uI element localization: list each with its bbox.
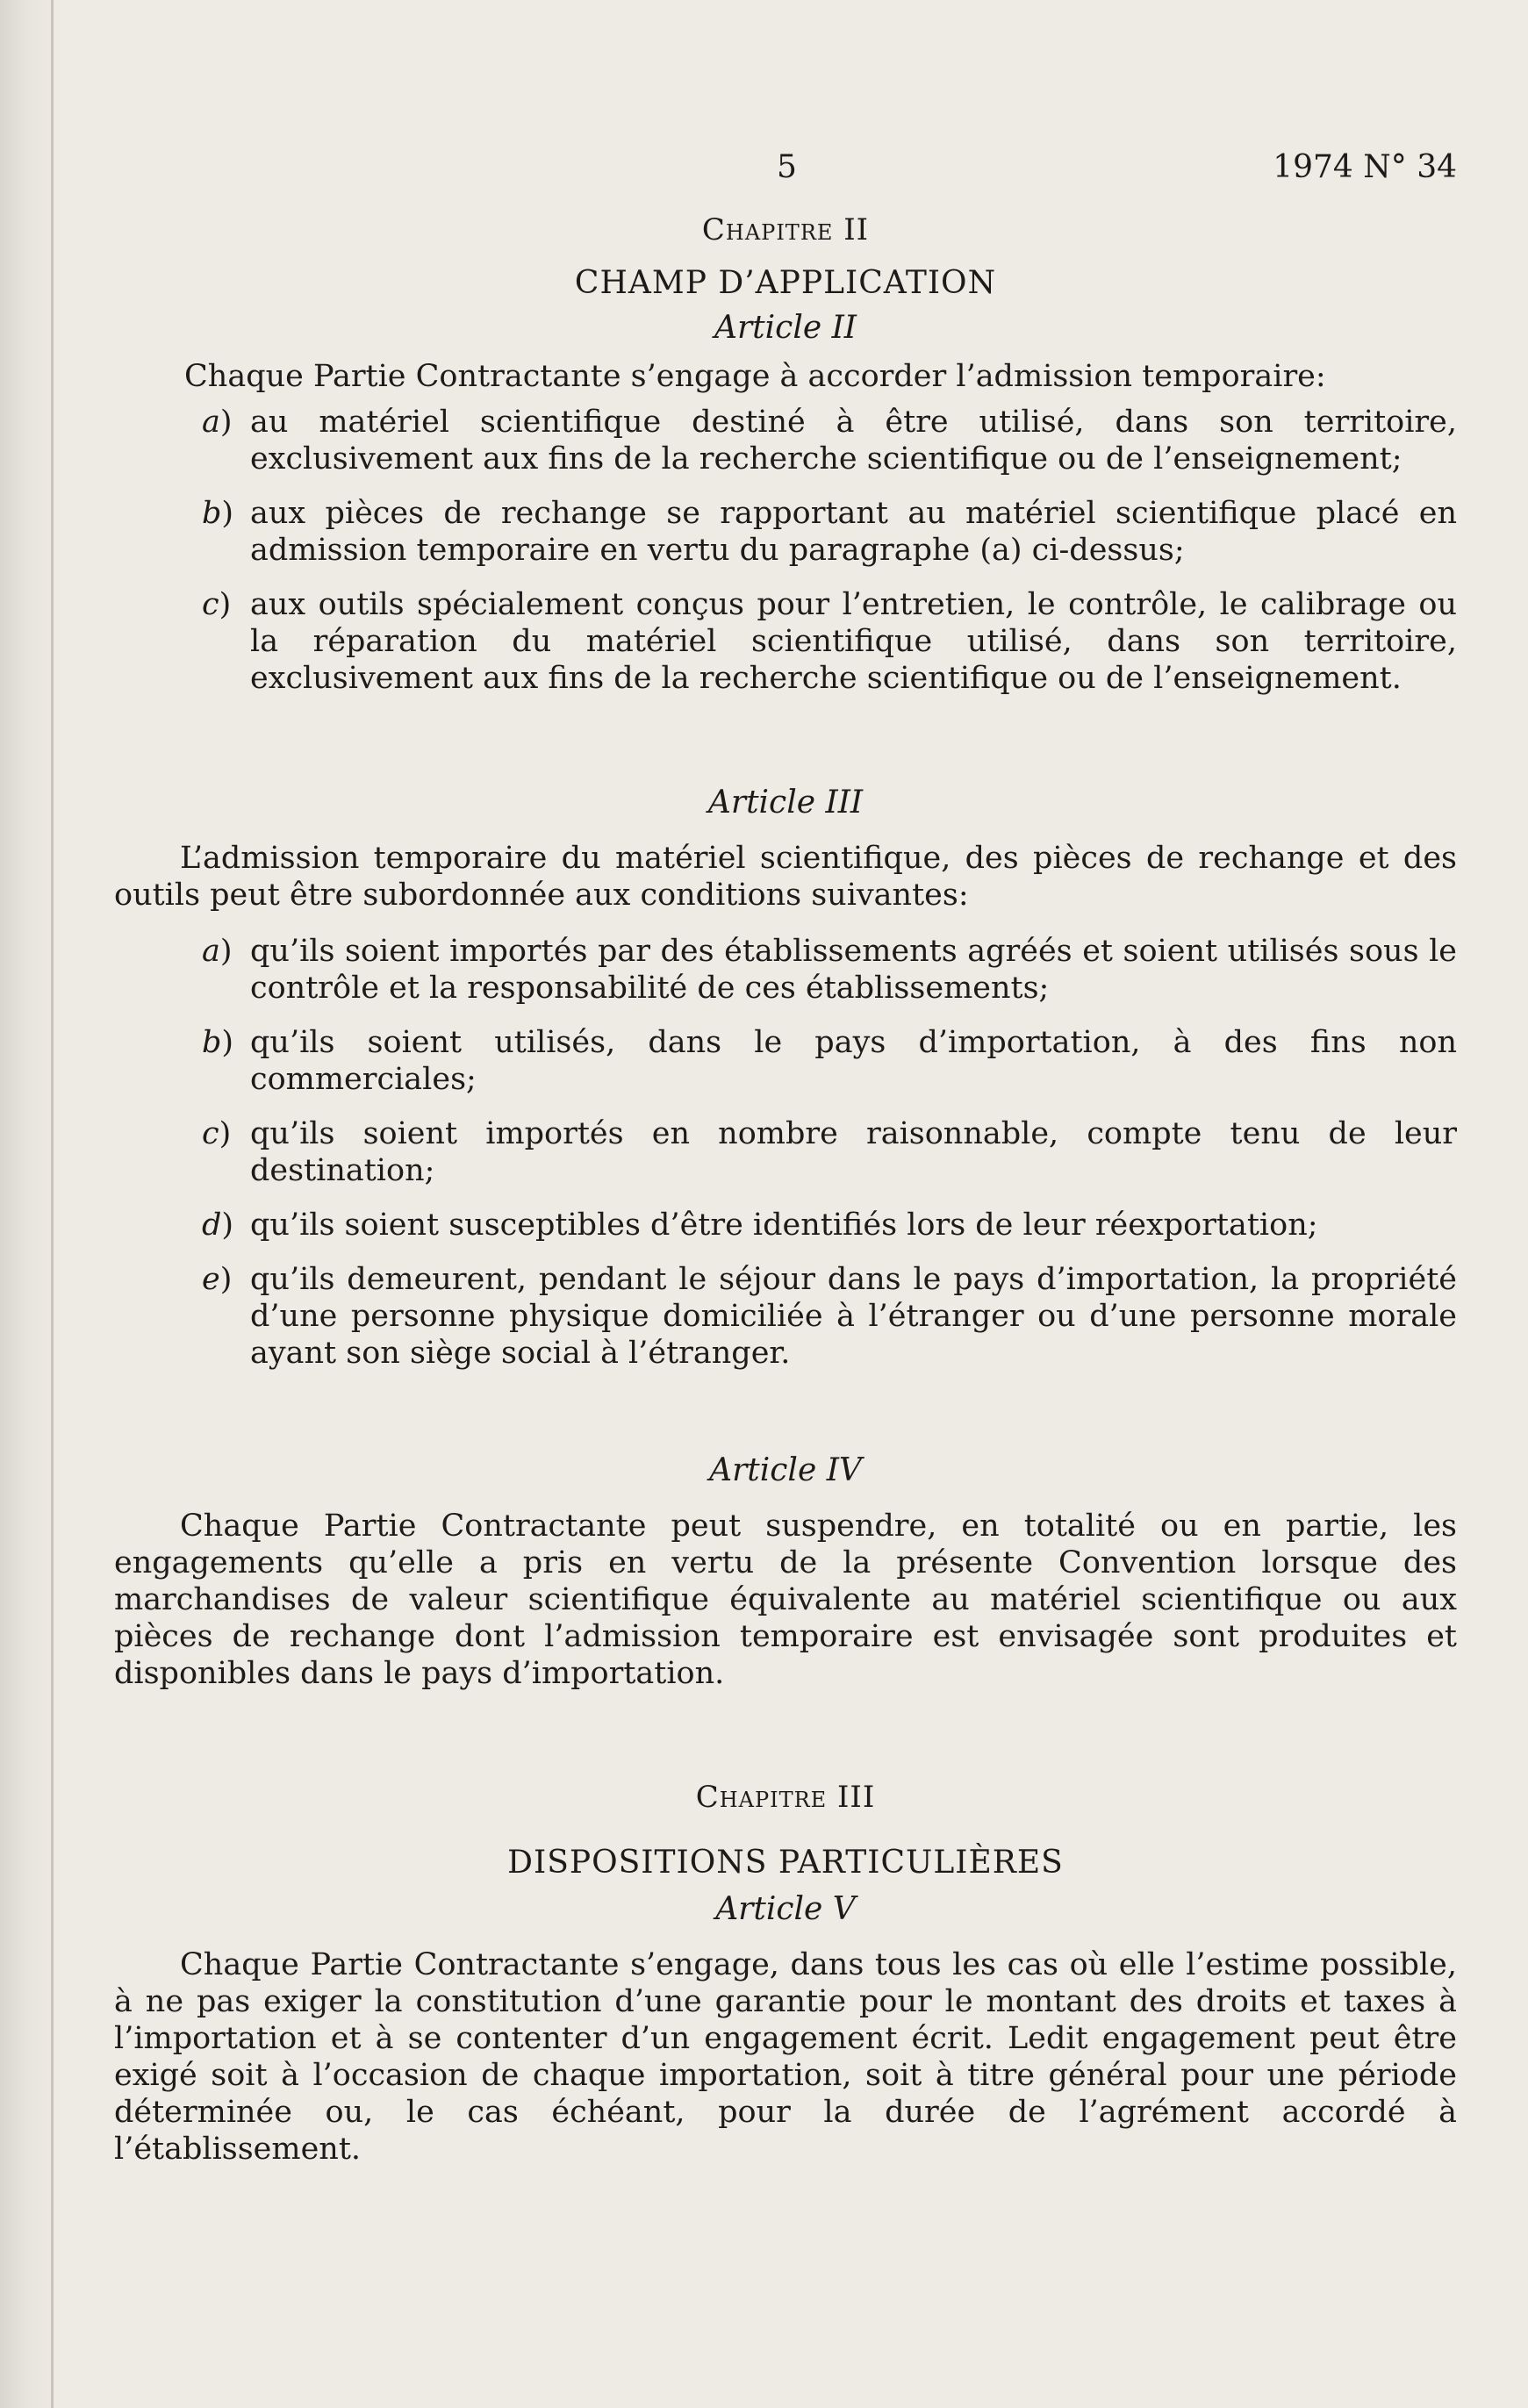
item-text: qu’ils soient susceptibles d’être identifiés lors de leur réexportation; (250, 1208, 1318, 1243)
article-3-list (114, 933, 1457, 1372)
article-4-heading: Article IV (709, 1452, 862, 1488)
item-marker: e) (202, 1262, 233, 1297)
item-marker: a) (202, 405, 233, 440)
list-item (114, 404, 1457, 477)
item-text: qu’ils soient importés en nombre raisonnable, compte tenu de leur destination; (250, 1116, 1457, 1188)
list-item (114, 1024, 1457, 1098)
item-marker: c) (202, 1116, 232, 1151)
article-3-intro: L’admission temporaire du matériel scientifique, des pièces de rechange et des outils peut être subordonnée aux conditions suivantes: (114, 841, 1457, 913)
page-header (114, 140, 1457, 193)
article-2-list (114, 404, 1457, 697)
item-text: aux pièces de rechange se rapportant au matériel scientifique placé en admission temporaire en vertu du paragraphe (a) ci-dessus; (250, 496, 1457, 568)
page-content (114, 140, 1457, 2168)
list-item (114, 495, 1457, 569)
article-4-text: Chaque Partie Contractante peut suspendre, en totalité ou en partie, les engagements qu’elle a pris en vertu de la présente Convention lorsque des marchandises de valeur scientifique équivalente au matériel scientifique ou aux pièces de rechange dont l’admission temporaire est envisagée sont produites et disponibles dans le pays d’importation. (114, 1509, 1457, 1691)
list-item (114, 586, 1457, 697)
list-item (114, 1207, 1457, 1243)
item-text: aux outils spécialement conçus pour l’entretien, le contrôle, le calibrage ou la réparation du matériel scientifique utilisé, dans son territoire, exclusivement aux fins de la recherche scientifique ou de l’enseignement. (250, 587, 1457, 696)
item-marker: c) (202, 587, 232, 622)
chapter-2-title: CHAMP D’APPLICATION (574, 265, 997, 301)
chapter-3-label: Chapitre III (695, 1780, 876, 1815)
chapter-3-title: DISPOSITIONS PARTICULIÈRES (507, 1845, 1064, 1881)
item-text: qu’ils soient importés par des établissements agréés et soient utilisés sous le contrôle et la responsabilité de ces établissements; (250, 934, 1457, 1006)
item-marker: b) (202, 1025, 234, 1060)
binding-gutter (51, 0, 54, 2408)
item-marker: b) (202, 496, 234, 531)
article-2-heading: Article II (714, 310, 857, 346)
item-text: qu’ils soient utilisés, dans le pays d’importation, à des fins non commerciales; (250, 1025, 1457, 1097)
item-text: qu’ils demeurent, pendant le séjour dans le pays d’importation, la propriété d’une personne physique domiciliée à l’étranger ou d’une personne morale ayant son siège social à l’étranger. (250, 1262, 1457, 1371)
item-text: au matériel scientifique destiné à être utilisé, dans son territoire, exclusivement aux fins de la recherche scientifique ou de l’enseignement; (250, 405, 1457, 477)
item-marker: d) (202, 1208, 234, 1243)
article-5-text: Chaque Partie Contractante s’engage, dans tous les cas où elle l’estime possible, à ne pas exiger la constitution d’une garantie pour le montant des droits et taxes à l’importation et à se contenter d’un engagement écrit. Ledit engagement peut être exigé soit à l’occasion de chaque importation, soit à titre général pour une période déterminée ou, le cas échéant, pour la durée de l’agrément accordé à l’établissement. (114, 1947, 1457, 2167)
page-number: 5 (777, 149, 797, 185)
list-item (114, 1115, 1457, 1189)
item-marker: a) (202, 934, 233, 969)
article-3-heading: Article III (707, 785, 864, 821)
list-item (114, 933, 1457, 1007)
document-reference: 1974 N° 34 (1273, 149, 1457, 185)
chapter-2-label: Chapitre II (701, 212, 870, 247)
list-item (114, 1261, 1457, 1372)
article-5-heading: Article V (715, 1891, 856, 1927)
article-2-intro: Chaque Partie Contractante s’engage à accorder l’admission temporaire: (184, 359, 1326, 394)
